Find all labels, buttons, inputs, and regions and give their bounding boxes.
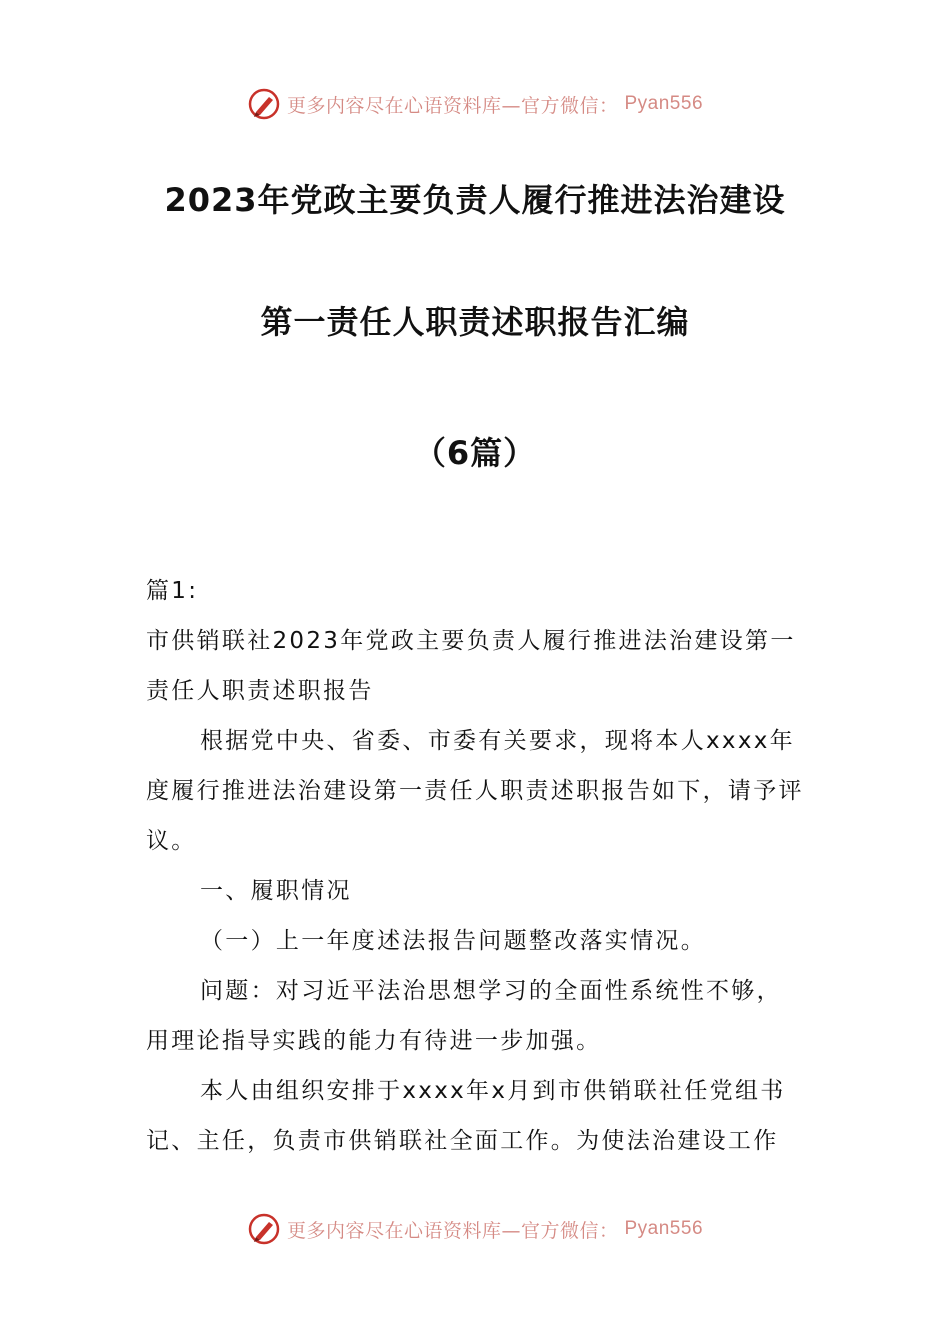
document-title-line1: 2023年党政主要负责人履行推进法治建设 xyxy=(164,181,786,219)
watermark-text: 更多内容尽在心语资料库—官方微信： xyxy=(286,1219,619,1242)
issue-paragraph: 问题：对习近平法治思想学习的全面性系统性不够，用理论指导实践的能力有待进一步加强。 xyxy=(146,978,782,1054)
subsection-heading: （一）上一年度述法报告问题整改落实情况。 xyxy=(200,928,706,954)
watermark-footer xyxy=(0,1209,950,1249)
watermark-header xyxy=(0,84,950,124)
intro-paragraph: 根据党中央、省委、市委有关要求，现将本人xxxx年度履行推进法治建设第一责任人职责述职报告如下，请予评议。 xyxy=(146,728,804,854)
section-label: 篇1: xyxy=(146,578,199,604)
watermark-wechat-id: Pyan556 xyxy=(624,93,704,114)
body-paragraph: 本人由组织安排于xxxx年x月到市供销联社任党组书记、主任，负责市供销联社全面工作。为使法治建设工作 xyxy=(146,1078,786,1154)
watermark-text: 更多内容尽在心语资料库—官方微信： xyxy=(286,94,619,117)
document-title-count: （6篇） xyxy=(413,434,537,472)
watermark-wechat-id: Pyan556 xyxy=(624,1218,704,1239)
pen-logo-icon xyxy=(247,87,281,121)
report-heading: 市供销联社2023年党政主要负责人履行推进法治建设第一责任人职责述职报告 xyxy=(146,628,796,704)
section-heading: 一、履职情况 xyxy=(200,878,352,904)
pen-logo-icon xyxy=(247,1212,281,1246)
document-body xyxy=(146,566,806,1166)
document-title-line2: 第一责任人职责述职报告汇编 xyxy=(260,303,690,341)
